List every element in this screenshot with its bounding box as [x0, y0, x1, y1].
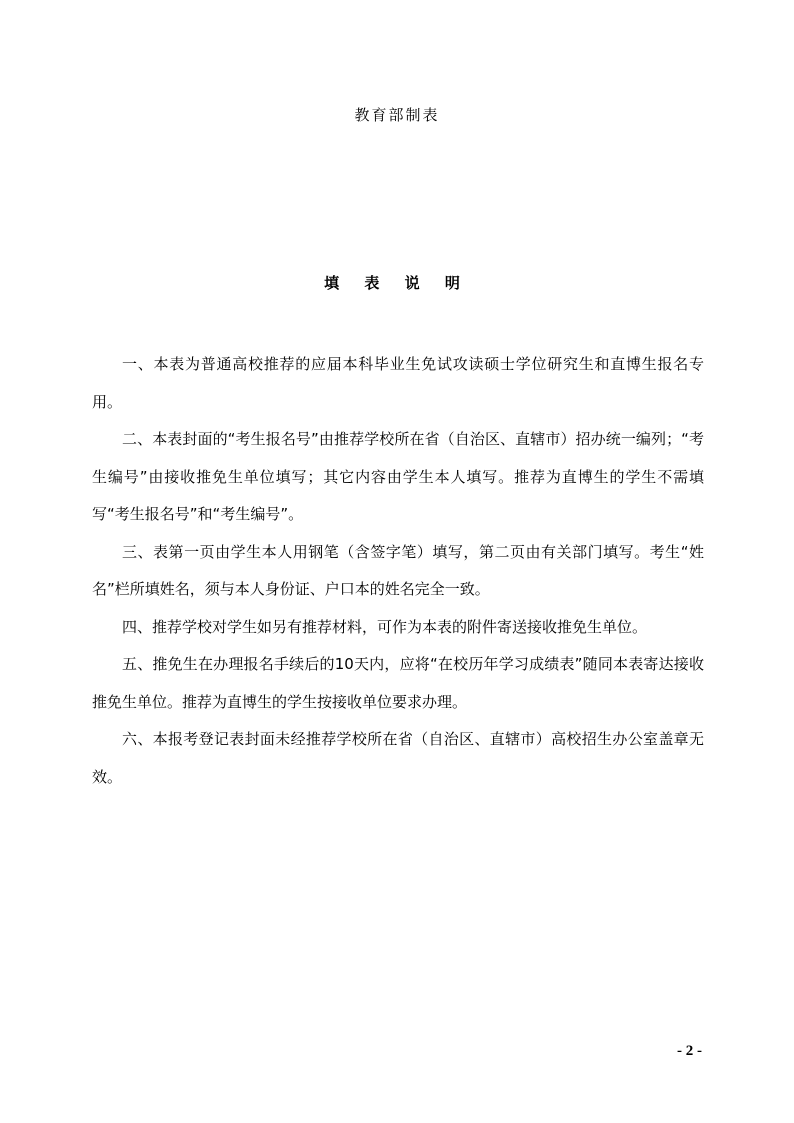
issuer-line: 教育部制表	[354, 106, 440, 124]
instructions-heading: 填 表 说 明	[324, 274, 470, 292]
instruction-paragraph-4: 四、推荐学校对学生如另有推荐材料，可作为本表的附件寄送接收推免生单位。	[122, 617, 648, 636]
page-number: - 2 -	[677, 1043, 702, 1059]
instruction-paragraph-6: 六、本报考登记表封面未经推荐学校所在省（自治区、直辖市）高校招生办公室盖章无效。	[92, 730, 704, 786]
instructions-body	[92, 346, 704, 796]
instruction-paragraph-5: 五、推免生在办理报名手续后的10天内，应将“在校历年学习成绩表”随同本表寄达接收推免生单位。推荐为直博生的学生按接收单位要求办理。	[92, 655, 704, 711]
instruction-paragraph-3: 三、表第一页由学生本人用钢笔（含签字笔）填写，第二页由有关部门填写。考生“姓名”栏所填姓名，须与本人身份证、户口本的姓名完全一致。	[92, 542, 704, 598]
instruction-paragraph-1: 一、本表为普通高校推荐的应届本科毕业生免试攻读硕士学位研究生和直博生报名专用。	[92, 355, 704, 411]
instruction-paragraph-2: 二、本表封面的“考生报名号”由推荐学校所在省（自治区、直辖市）招办统一编列；“考生编号”由接收推免生单位填写；其它内容由学生本人填写。推荐为直博生的学生不需填写“考生报名号”和“考生编号”。	[92, 430, 704, 523]
